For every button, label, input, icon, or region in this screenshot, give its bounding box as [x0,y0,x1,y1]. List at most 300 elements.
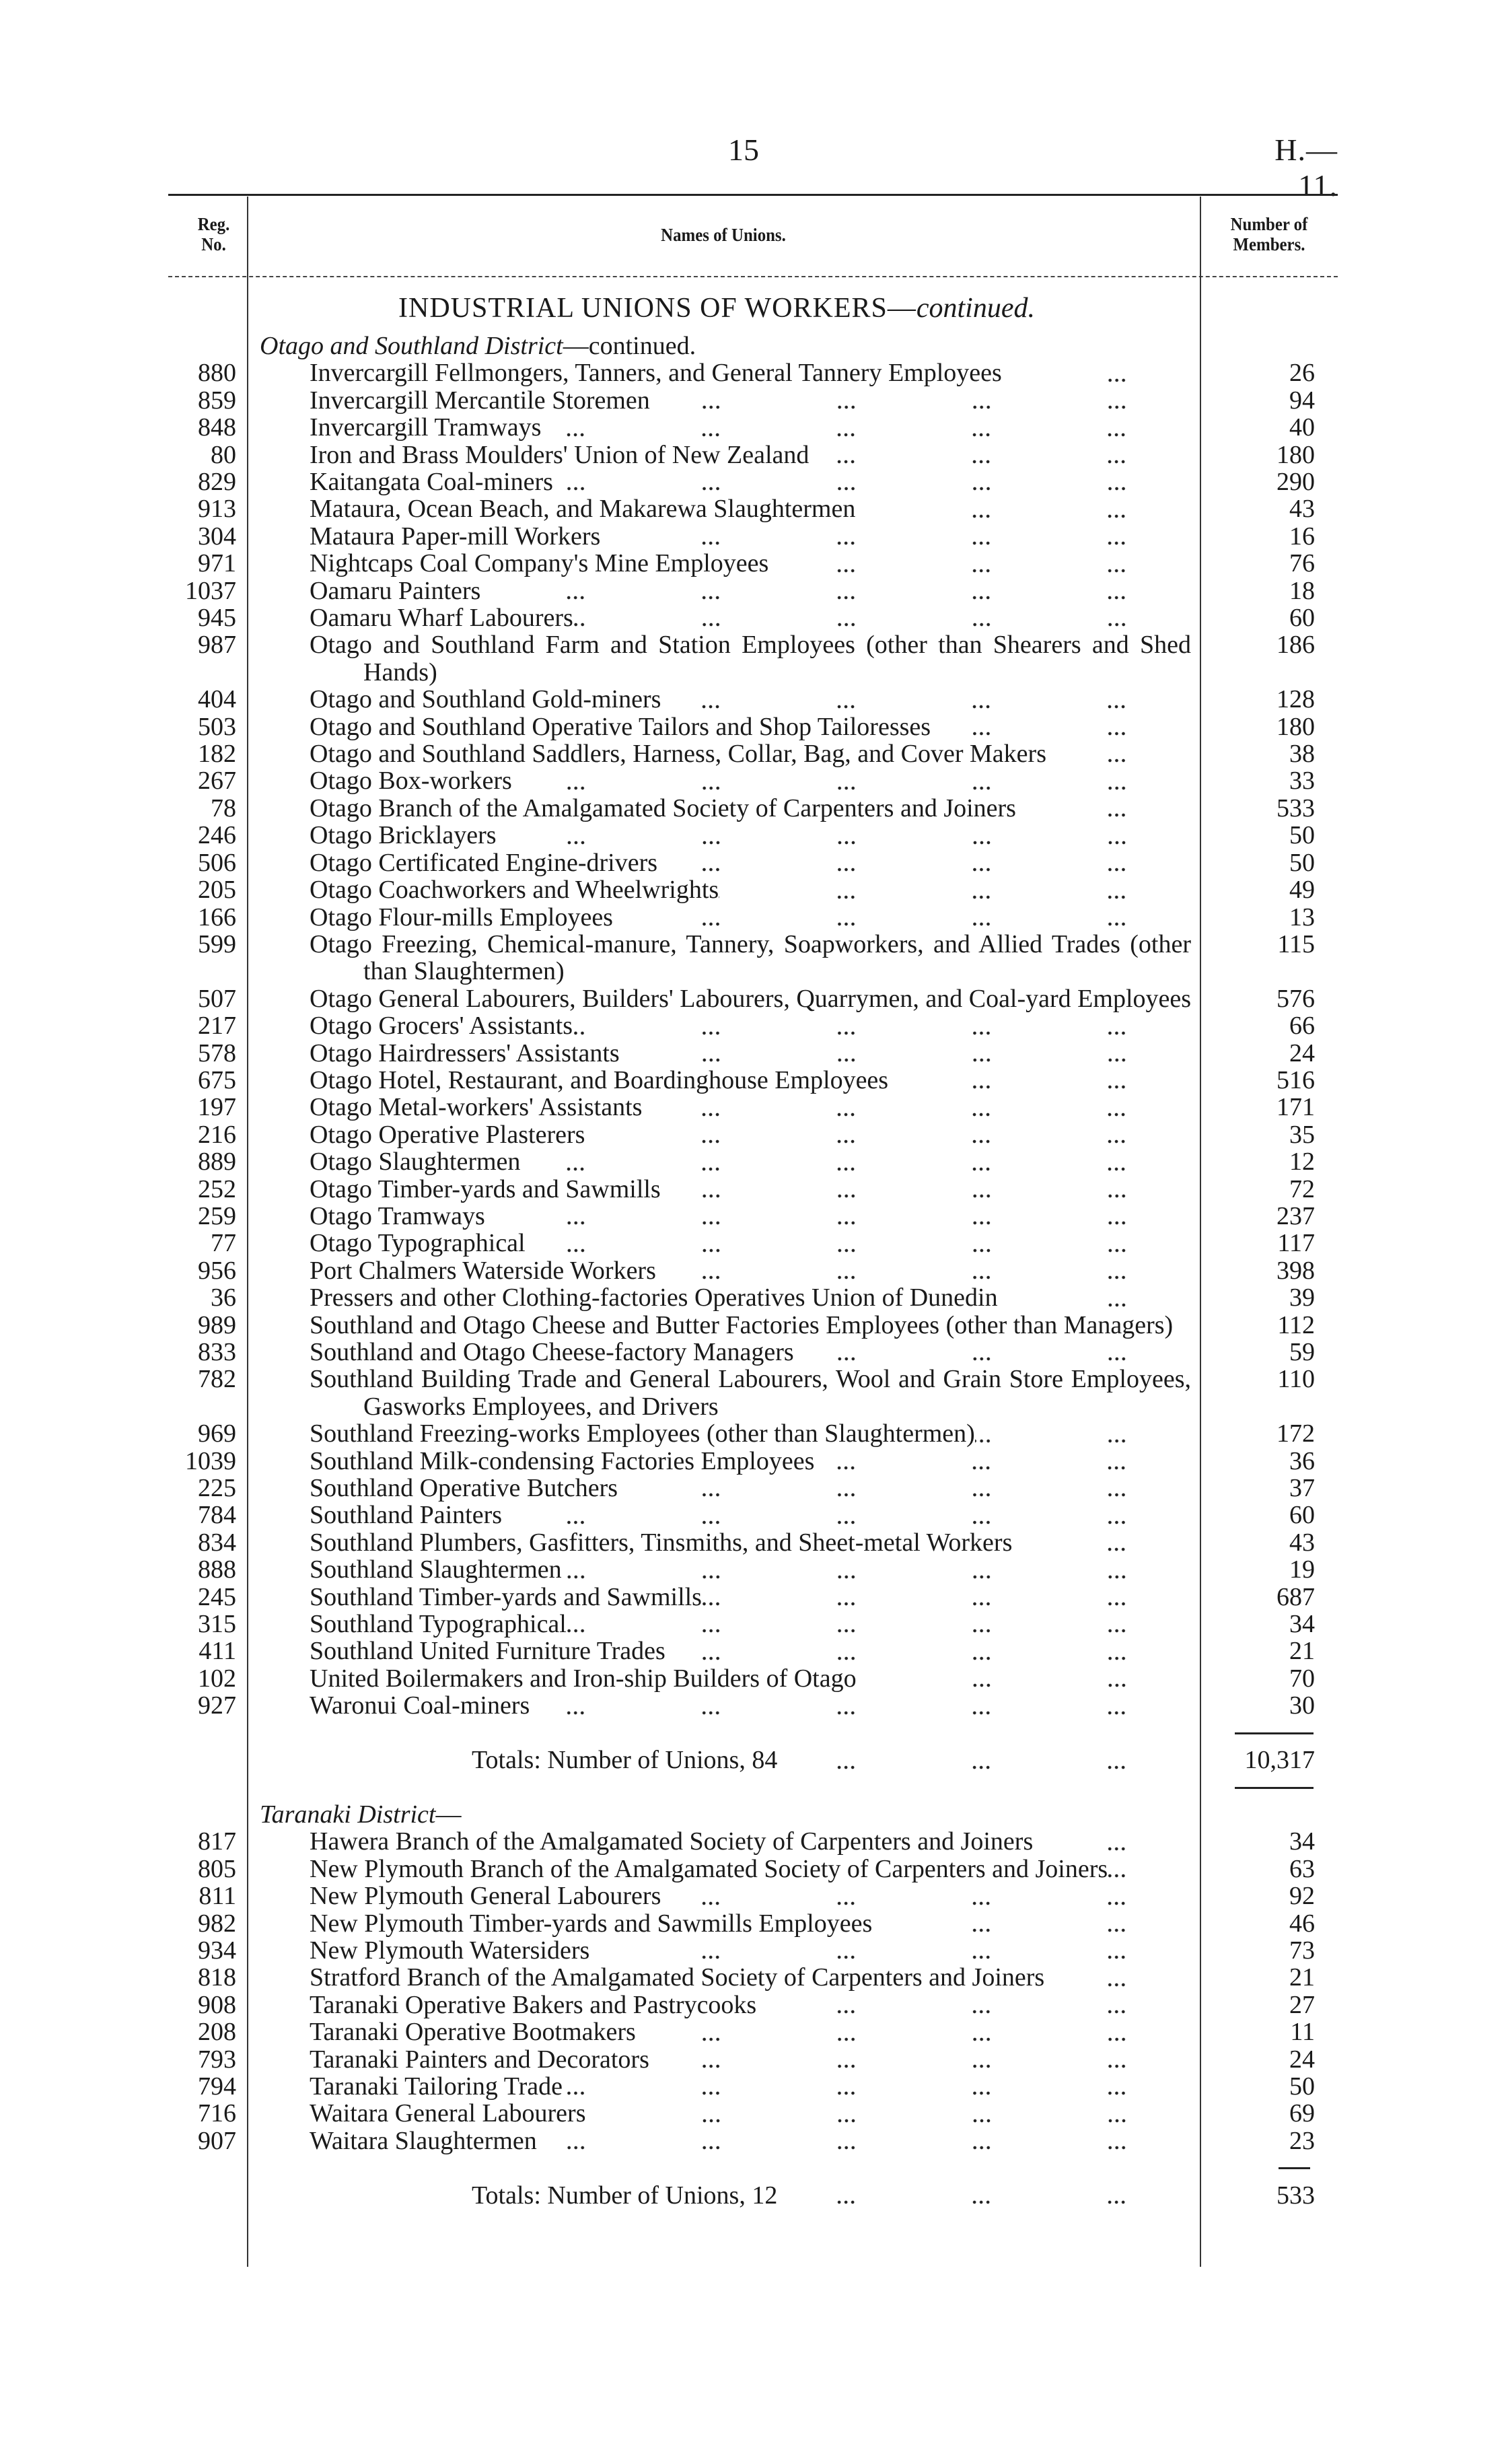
district-heading [0,1801,1510,1828]
table-row [0,1502,1510,1528]
union-name-cell [310,1529,1191,1556]
union-name: Otago and Southland Gold-miners [310,686,661,713]
table-row [0,1828,1510,1855]
union-name: Otago Coachworkers and Wheelwrights [310,876,719,904]
member-count: 26 [1289,359,1315,388]
spacer [236,442,310,468]
union-name-cell [310,1638,1191,1664]
table-row [0,359,1510,386]
dot-leader [650,387,1191,414]
table-row [0,1856,1510,1882]
reg-number: 987 [198,631,236,660]
spacer [236,577,310,604]
table-row [0,767,1510,794]
table-row [0,1339,1510,1366]
reg-number: 217 [198,1012,236,1041]
member-count: 43 [1289,495,1315,524]
spacer [236,849,310,876]
union-name: New Plymouth Branch of the Amalgamated Society of Carpenters and Joiners [310,1855,1108,1883]
union-name: Otago Operative Plasterers [310,1121,585,1149]
dot-leader [931,713,1191,740]
member-count: 27 [1289,1990,1315,2019]
reg-number: 888 [198,1555,236,1584]
dot-leader [613,904,1191,931]
dot-leader [502,1502,1191,1528]
dot-leader [975,1420,1191,1447]
reg-number: 315 [198,1610,236,1639]
table-row [0,1176,1510,1203]
union-name: Southland United Furniture Trades [310,1638,666,1665]
dot-leader [661,1176,1191,1203]
spacer [236,713,310,740]
union-name-cell [310,1366,1191,1420]
dot-leader [485,1203,1191,1230]
dot-leader [702,1584,1191,1611]
reg-number: 245 [198,1582,236,1611]
union-name-cell [310,387,1191,414]
spacer [236,1611,310,1638]
reg-number: 182 [198,740,236,769]
member-count: 34 [1289,1610,1315,1639]
spacer [236,1176,310,1203]
totals-label-cell [472,1747,1191,1773]
union-name: Otago Flour-mills Employees [310,903,613,931]
dot-leader [563,2073,1191,2100]
reg-number: 817 [198,1827,236,1856]
spacer [236,795,310,822]
union-name-cell [310,713,1191,740]
member-count: 16 [1289,522,1315,551]
union-name: Otago Typographical [310,1230,526,1257]
union-name: New Plymouth Watersiders [310,1936,590,1965]
member-count: 110 [1277,1365,1315,1394]
dot-leader [649,2046,1191,2073]
union-name: Otago Hotel, Restaurant, and Boardinghouse Employees [310,1066,889,1094]
union-name-cell [310,1040,1191,1067]
reg-number: 1037 [185,576,236,605]
table-row [0,1882,1510,1909]
union-name: Otago Branch of the Amalgamated Society of Carpenters and Joiners [310,794,1016,822]
dot-leader [661,686,1191,713]
dot-leader [872,1910,1191,1937]
union-name: Southland Freezing-works Employees (other than Slaughtermen) [310,1420,975,1448]
table-row [0,2100,1510,2127]
spacer [236,686,310,713]
member-count: 36 [1289,1446,1315,1475]
union-name-cell [310,1284,1191,1311]
union-name-cell [310,1312,1191,1339]
reg-number: 811 [199,1882,236,1911]
table-row [0,1312,1510,1339]
union-name-cell [310,740,1191,767]
dot-leader [642,1094,1191,1121]
table-row [0,604,1510,631]
spacer [236,1121,310,1148]
blank-line [0,1720,1510,1747]
table-row [0,1475,1510,1502]
spacer [236,1448,310,1475]
spacer [236,550,310,577]
table-row [0,904,1510,931]
member-count: 39 [1289,1283,1315,1312]
section-title [0,292,1433,324]
union-name-cell [310,849,1191,876]
table-row [0,1937,1510,1964]
spacer [236,1012,310,1039]
union-name-cell [310,1230,1191,1257]
dot-leader [666,1638,1191,1664]
reg-number: 304 [198,522,236,551]
table-row [0,876,1510,903]
blank-line [0,1774,1510,1801]
member-count: 66 [1289,1012,1315,1041]
dot-leader [661,1882,1191,1909]
spacer [236,1203,310,1230]
reg-number: 675 [198,1065,236,1094]
union-name-cell [310,1339,1191,1366]
table-row [0,1910,1510,1937]
column-header-members [1207,214,1331,254]
member-count: 49 [1289,876,1315,905]
table-row [0,2073,1510,2100]
union-name: Kaitangata Coal-miners [310,468,553,496]
union-name-cell [310,2127,1191,2154]
totals-row [0,2182,1510,2209]
spacer [236,904,310,931]
union-name: Otago and Southland Farm and Station Employees (other than Shearers and Shed Hands) [310,631,1191,687]
member-count: 33 [1289,767,1315,796]
reg-number: 78 [211,794,236,822]
reg-number: 907 [198,2126,236,2155]
member-count: 171 [1277,1093,1315,1122]
spacer [236,1366,310,1420]
member-count: 30 [1289,1691,1315,1720]
spacer [236,1556,310,1583]
table-row [0,1584,1510,1611]
dot-leader [586,2100,1192,2127]
reg-number: 267 [198,767,236,796]
spacer [236,1475,310,1502]
dot-leader [768,550,1191,577]
union-name-cell [310,931,1191,985]
spacer [236,1312,310,1339]
union-name: Otago Tramways [310,1202,485,1230]
table-row [0,985,1510,1012]
union-name-cell [310,1828,1191,1855]
reg-number: 36 [211,1283,236,1312]
table-row [0,1366,1510,1420]
spacer [236,1230,310,1257]
union-name: Taranaki Operative Bootmakers [310,2018,636,2046]
member-count: 115 [1277,929,1315,958]
union-name: Otago and Southland Operative Tailors and Shop Tailoresses [310,713,931,741]
totals-rule [1235,1787,1314,1789]
table-row [0,1692,1510,1719]
union-name: Otago Box-workers [310,767,512,795]
dot-leader [1108,1856,1191,1882]
spacer [236,1502,310,1528]
reg-number: 225 [198,1474,236,1503]
dot-leader [756,1992,1191,2018]
table-row [0,1420,1510,1447]
reg-number: 794 [198,2072,236,2101]
member-count: 35 [1289,1120,1315,1149]
union-name: Invercargill Tramways [310,414,542,442]
district-heading [0,332,1510,359]
union-name-cell [310,1012,1191,1039]
header-bottom-rule [168,276,1338,277]
dot-leader [814,1448,1191,1475]
member-count: 19 [1289,1555,1315,1584]
member-count: 50 [1289,848,1315,877]
district-name: Taranaki District [260,1800,436,1829]
member-count: 21 [1289,1963,1315,1992]
dot-leader [1046,740,1191,767]
union-name: Southland Milk-condensing Factories Employees [310,1447,815,1475]
spacer [236,1257,310,1284]
spacer [236,468,310,495]
union-name-cell [310,1556,1191,1583]
spacer [236,2127,310,2154]
union-name-cell [310,1910,1191,1937]
member-count: 180 [1277,712,1315,741]
spacer [236,1992,310,2018]
column-header-members-line1: Number of [1230,214,1308,234]
reg-number: 934 [198,1936,236,1965]
spacer [236,876,310,903]
union-name-cell [310,1937,1191,1964]
union-name-cell [310,1203,1191,1230]
reg-number: 259 [198,1201,236,1230]
district-suffix: — [435,1800,462,1829]
spacer [236,1964,310,1991]
dot-leader [520,1148,1191,1175]
union-name-cell [310,442,1191,468]
member-count: 398 [1277,1256,1315,1285]
table-row [0,2127,1510,2154]
union-name: New Plymouth General Labourers [310,1882,661,1910]
reg-number: 908 [198,1990,236,2019]
reg-number: 197 [198,1093,236,1122]
union-name-cell [310,1992,1191,2018]
table-row [0,1148,1510,1175]
dot-leader [512,767,1191,794]
district-name: Otago and Southland District [260,332,563,360]
column-header-reg-line1: Reg. [197,214,230,234]
column-header-members-line2: Members. [1233,234,1305,254]
union-name-cell [310,1148,1191,1175]
union-name: Otago General Labourers, Builders' Labourers, Quarrymen, and Coal-yard Employees [310,985,1191,1013]
union-name: Otago Metal-workers' Assistants [310,1094,643,1121]
union-name-cell [310,2018,1191,2045]
union-name: Otago Timber-yards and Sawmills [310,1175,661,1203]
spacer [236,1040,310,1067]
dot-leader [530,1692,1191,1719]
reg-number: 969 [198,1419,236,1448]
union-name: Nightcaps Coal Company's Mine Employees [310,550,769,577]
union-name-cell [310,1257,1191,1284]
spacer [236,359,310,386]
union-name-cell [310,2073,1191,2100]
reg-number: 506 [198,848,236,877]
reg-number: 971 [198,549,236,578]
table-row [0,1992,1510,2018]
dot-leader [620,1040,1191,1067]
reg-number: 404 [198,685,236,714]
blank-line [0,2154,1510,2181]
reg-number: 989 [198,1310,236,1339]
reg-number: 208 [198,2018,236,2047]
dot-leader [600,523,1191,550]
union-name: Otago Certificated Engine-drivers [310,849,658,877]
dot-leader [1012,1529,1191,1556]
dot-leader [888,1067,1191,1094]
union-name: Hawera Branch of the Amalgamated Society of Carpenters and Joiners [310,1828,1034,1856]
table-row [0,1257,1510,1284]
reg-number: 80 [211,440,236,469]
member-count: 186 [1277,631,1315,660]
table-row [0,1284,1510,1311]
page-number: 15 [728,133,759,167]
reg-number: 102 [198,1664,236,1693]
totals-members: 533 [1277,2181,1315,2210]
member-count: 73 [1289,1936,1315,1965]
spacer [236,495,310,522]
union-name: Waitara Slaughtermen [310,2127,537,2155]
reg-number: 793 [198,2045,236,2074]
reg-number: 716 [198,2099,236,2128]
spacer [236,1094,310,1121]
member-count: 34 [1289,1827,1315,1856]
member-count: 94 [1289,386,1315,415]
union-name: Southland Operative Butchers [310,1475,618,1502]
union-name-cell [310,686,1191,713]
table-row [0,1638,1510,1664]
column-header-names: Names of Unions. [661,225,786,245]
spacer [236,2073,310,2100]
reg-number: 880 [198,359,236,388]
member-count: 63 [1289,1854,1315,1883]
union-name: Taranaki Tailoring Trade [310,2072,563,2101]
member-count: 59 [1289,1338,1315,1367]
table-row [0,468,1510,495]
union-name-cell [310,767,1191,794]
union-name: Southland Building Trade and General Labourers, Wool and Grain Store Employees, Gasworks Employees, and Drivers [310,1366,1191,1421]
member-count: 60 [1289,1501,1315,1530]
spacer [236,1937,310,1964]
totals-members: 10,317 [1244,1746,1315,1775]
member-count: 516 [1277,1065,1315,1094]
table-row [0,713,1510,740]
spacer [236,1339,310,1366]
union-name-cell [310,550,1191,577]
header-top-rule [168,194,1338,196]
member-count: 24 [1289,1039,1315,1067]
union-name: Otago Hairdressers' Assistants [310,1039,620,1067]
table-row [0,2018,1510,2045]
table-row [0,2046,1510,2073]
spacer [236,631,310,686]
dot-leader [585,1121,1191,1148]
union-name-cell [310,1856,1191,1882]
reg-number: 913 [198,495,236,524]
union-name-cell [310,1121,1191,1148]
member-count: 50 [1289,821,1315,850]
union-name: Mataura Paper-mill Workers [310,522,601,551]
union-name-cell [310,822,1191,849]
union-name-cell [310,1420,1191,1447]
member-count: 60 [1289,604,1315,633]
union-name-cell [310,577,1191,604]
reg-number: 1039 [185,1446,236,1475]
spacer [236,1584,310,1611]
member-count: 11 [1290,2018,1315,2047]
spacer [236,604,310,631]
spacer [236,822,310,849]
spacer [236,1067,310,1094]
union-name-cell [310,1611,1191,1638]
union-name-cell [310,2046,1191,2073]
totals-rule [1235,1732,1314,1734]
union-name: Port Chalmers Waterside Workers [310,1257,656,1285]
member-count: 128 [1277,685,1315,714]
section-title-continued: continued. [916,293,1035,324]
union-name: Iron and Brass Moulders' Union of New Zealand [310,441,810,469]
member-count: 69 [1289,2099,1315,2128]
union-name-cell [310,1665,1191,1692]
dot-leader [1033,1828,1191,1855]
member-count: 533 [1277,794,1315,822]
document-reference: H.—11. [1274,133,1338,203]
union-name-cell [310,795,1191,822]
reg-number: 411 [199,1637,236,1666]
union-name-cell [310,1067,1191,1094]
table-row [0,1964,1510,1991]
union-name: Waronui Coal-miners [310,1692,530,1720]
table-row [0,1040,1510,1067]
union-name-cell [310,1094,1191,1121]
reg-number: 833 [198,1338,236,1367]
dot-leader [537,2127,1191,2154]
union-name: Southland Typographical [310,1611,567,1638]
spacer [236,1529,310,1556]
union-name: Otago Grocers' Assistants [310,1012,573,1040]
member-count: 50 [1289,2072,1315,2101]
spacer [236,767,310,794]
dot-leader [562,1556,1191,1583]
union-name: United Boilermakers and Iron-ship Builders of Otago [310,1664,857,1693]
table-row [0,1665,1510,1692]
reg-number: 889 [198,1148,236,1176]
union-name: Southland Timber-yards and Sawmills [310,1583,702,1611]
table-row [0,387,1510,414]
union-name-cell [310,1475,1191,1502]
union-name: Southland Painters [310,1502,503,1529]
member-count: 46 [1289,1909,1315,1938]
dot-leader [553,468,1191,495]
spacer [236,931,310,985]
table-row [0,1012,1510,1039]
union-name-cell [310,468,1191,495]
member-count: 21 [1289,1637,1315,1666]
union-name-cell [310,1964,1191,1991]
reg-number: 805 [198,1854,236,1883]
spacer [236,1284,310,1311]
reg-number: 246 [198,821,236,850]
union-name-cell [310,2100,1191,2127]
table-row [0,1448,1510,1475]
spacer [236,414,310,441]
